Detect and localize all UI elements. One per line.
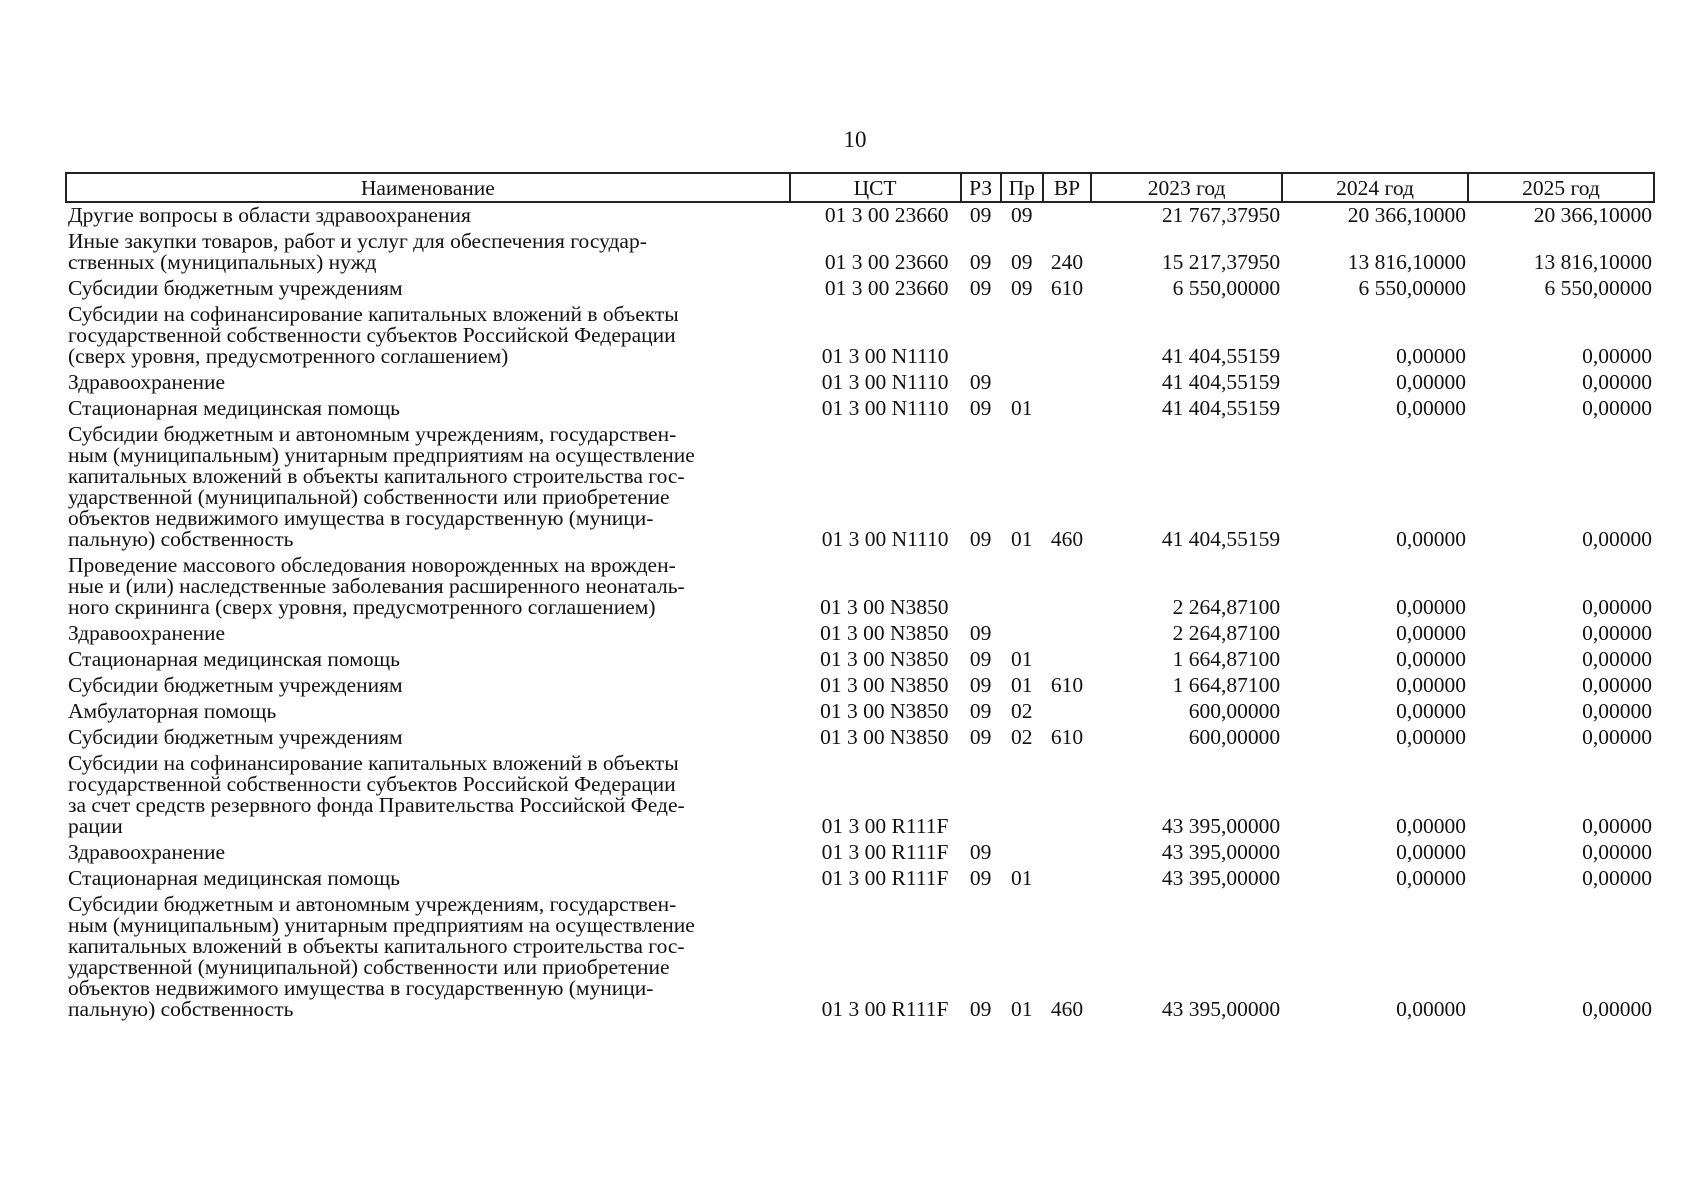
cell-2024: 0,00000 bbox=[1396, 840, 1466, 864]
table-row bbox=[66, 725, 1654, 751]
table-row bbox=[66, 866, 1654, 892]
cell-cst: 01 3 00 N1110 bbox=[821, 344, 949, 368]
name-line: Субсидии бюджетным учреждениям bbox=[68, 673, 403, 697]
cell-2023: 1 664,87100 bbox=[1172, 673, 1281, 697]
cell-pr: 01 bbox=[1011, 647, 1033, 671]
cell-rz: 09 bbox=[969, 203, 992, 227]
name-line: Здравоохранение bbox=[68, 370, 226, 394]
table-row bbox=[66, 699, 1654, 725]
cell-vr bbox=[1043, 647, 1091, 673]
cell-vr bbox=[1043, 302, 1091, 370]
table-row bbox=[66, 370, 1654, 396]
cell-cst: 01 3 00 N3850 bbox=[820, 647, 949, 671]
cell-name bbox=[66, 422, 790, 553]
cell-rz bbox=[961, 302, 1001, 370]
cell-name bbox=[66, 866, 790, 892]
cell-vr bbox=[1043, 396, 1091, 422]
header-vr: ВР bbox=[1043, 173, 1091, 202]
cell-2024: 6 550,00000 bbox=[1358, 276, 1466, 300]
header-2025: 2025 год bbox=[1468, 173, 1654, 202]
cell-2025: 0,00000 bbox=[1582, 370, 1652, 394]
name-line: Субсидии бюджетным учреждениям bbox=[68, 725, 403, 749]
cell-name bbox=[66, 725, 790, 751]
cell-2025: 0,00000 bbox=[1582, 673, 1652, 697]
name-line: капитальных вложений в объекты капитального строительства гос- bbox=[68, 934, 685, 958]
cell-pr: 09 bbox=[1011, 276, 1033, 300]
cell-name bbox=[66, 302, 790, 370]
cell-vr: 460 bbox=[1050, 527, 1084, 551]
cell-2023: 43 395,00000 bbox=[1161, 840, 1281, 864]
cell-vr bbox=[1043, 840, 1091, 866]
cell-name bbox=[66, 370, 790, 396]
name-line: Стационарная медицинская помощь bbox=[68, 396, 400, 420]
cell-2024: 0,00000 bbox=[1396, 699, 1466, 723]
cell-2024: 0,00000 bbox=[1396, 814, 1466, 838]
name-line: ственных (муниципальных) нужд bbox=[68, 250, 377, 274]
table-row bbox=[66, 396, 1654, 422]
cell-cst: 01 3 00 N1110 bbox=[821, 527, 949, 551]
header-name: Наименование bbox=[66, 173, 790, 202]
cell-2025: 0,00000 bbox=[1582, 725, 1652, 749]
cell-2025: 0,00000 bbox=[1582, 699, 1652, 723]
cell-pr: 01 bbox=[1011, 673, 1033, 697]
table-row bbox=[66, 229, 1654, 276]
page-number: 10 bbox=[843, 127, 867, 152]
cell-name bbox=[66, 892, 790, 1023]
name-line: ударственной (муниципальной) собственности или приобретение bbox=[68, 485, 670, 509]
cell-rz: 09 bbox=[969, 866, 992, 890]
cell-pr bbox=[1001, 751, 1043, 840]
cell-pr bbox=[1001, 553, 1043, 621]
cell-2025: 13 816,10000 bbox=[1533, 250, 1652, 274]
cell-2023: 43 395,00000 bbox=[1161, 997, 1281, 1021]
cell-name bbox=[66, 621, 790, 647]
cell-2024: 0,00000 bbox=[1396, 370, 1466, 394]
cell-pr: 01 bbox=[1011, 396, 1033, 420]
table-row bbox=[66, 673, 1654, 699]
name-line: пальную) собственность bbox=[68, 997, 294, 1021]
name-line: Субсидии бюджетным и автономным учреждениям, государствен- bbox=[68, 892, 677, 916]
cell-cst: 01 3 00 R111F bbox=[821, 814, 949, 838]
cell-name bbox=[66, 202, 790, 229]
cell-vr bbox=[1043, 621, 1091, 647]
name-line: Субсидии на софинансирование капитальных вложений в объекты bbox=[68, 302, 679, 326]
cell-cst: 01 3 00 N1110 bbox=[821, 370, 949, 394]
cell-2024: 0,00000 bbox=[1396, 997, 1466, 1021]
table-row bbox=[66, 302, 1654, 370]
cell-pr: 02 bbox=[1011, 699, 1033, 723]
name-line: объектов недвижимого имущества в государственную (муници- bbox=[68, 506, 654, 530]
cell-cst: 01 3 00 23660 bbox=[824, 203, 949, 227]
cell-vr bbox=[1043, 553, 1091, 621]
cell-2025: 0,00000 bbox=[1582, 647, 1652, 671]
cell-2025: 0,00000 bbox=[1582, 866, 1652, 890]
cell-rz: 09 bbox=[969, 396, 992, 420]
name-line: Иные закупки товаров, работ и услуг для обеспечения государ- bbox=[68, 229, 647, 253]
cell-rz bbox=[961, 751, 1001, 840]
table-row bbox=[66, 202, 1654, 229]
cell-rz: 09 bbox=[969, 997, 992, 1021]
cell-2023: 41 404,55159 bbox=[1161, 527, 1281, 551]
name-line: Проведение массового обследования новорожденных на врожден- bbox=[68, 553, 676, 577]
header-2024: 2024 год bbox=[1282, 173, 1468, 202]
cell-name bbox=[66, 840, 790, 866]
cell-vr: 240 bbox=[1050, 250, 1084, 274]
name-line: рации bbox=[68, 814, 123, 838]
cell-2025: 0,00000 bbox=[1582, 997, 1652, 1021]
cell-vr: 610 bbox=[1050, 276, 1084, 300]
cell-cst: 01 3 00 23660 bbox=[824, 276, 949, 300]
name-line: за счет средств резервного фонда Правительства Российской Феде- bbox=[68, 793, 685, 817]
cell-pr: 01 bbox=[1011, 866, 1033, 890]
table-header bbox=[66, 173, 1654, 202]
name-line: ные и (или) наследственные заболевания расширенного неонаталь- bbox=[68, 574, 685, 598]
cell-2025: 0,00000 bbox=[1582, 840, 1652, 864]
cell-rz: 09 bbox=[969, 725, 992, 749]
cell-2024: 0,00000 bbox=[1396, 621, 1466, 645]
cell-name bbox=[66, 647, 790, 673]
cell-2025: 0,00000 bbox=[1582, 814, 1652, 838]
cell-2023: 1 664,87100 bbox=[1172, 647, 1281, 671]
cell-2025: 0,00000 bbox=[1582, 527, 1652, 551]
cell-2024: 0,00000 bbox=[1396, 866, 1466, 890]
cell-rz: 09 bbox=[969, 647, 992, 671]
name-line: Субсидии бюджетным учреждениям bbox=[68, 276, 403, 300]
name-line: ударственной (муниципальной) собственности или приобретение bbox=[68, 955, 670, 979]
cell-pr: 09 bbox=[1011, 250, 1033, 274]
cell-cst: 01 3 00 N3850 bbox=[820, 699, 949, 723]
cell-pr: 01 bbox=[1011, 527, 1033, 551]
cell-name bbox=[66, 396, 790, 422]
name-line: капитальных вложений в объекты капитального строительства гос- bbox=[68, 464, 685, 488]
cell-cst: 01 3 00 R111F bbox=[821, 997, 949, 1021]
cell-name bbox=[66, 751, 790, 840]
cell-rz bbox=[961, 553, 1001, 621]
cell-rz: 09 bbox=[969, 370, 992, 394]
table-row bbox=[66, 840, 1654, 866]
cell-2023: 43 395,00000 bbox=[1161, 814, 1281, 838]
name-line: государственной собственности субъектов Российской Федерации bbox=[68, 323, 676, 347]
cell-pr: 01 bbox=[1011, 997, 1033, 1021]
cell-2023: 15 217,37950 bbox=[1161, 250, 1281, 274]
table-row bbox=[66, 751, 1654, 840]
cell-name bbox=[66, 699, 790, 725]
name-line: Здравоохранение bbox=[68, 621, 226, 645]
name-line: ным (муниципальным) унитарным предприятиям на осуществление bbox=[68, 913, 695, 937]
cell-pr: 02 bbox=[1011, 725, 1033, 749]
cell-2024: 0,00000 bbox=[1396, 595, 1466, 619]
cell-name bbox=[66, 673, 790, 699]
cell-2023: 2 264,87100 bbox=[1172, 595, 1281, 619]
cell-rz: 09 bbox=[969, 276, 992, 300]
cell-rz: 09 bbox=[969, 673, 992, 697]
cell-cst: 01 3 00 R111F bbox=[821, 866, 949, 890]
name-line: Субсидии на софинансирование капитальных вложений в объекты bbox=[68, 751, 679, 775]
name-line: (сверх уровня, предусмотренного соглашением) bbox=[68, 344, 509, 368]
cell-2023: 41 404,55159 bbox=[1161, 344, 1281, 368]
cell-2025: 0,00000 bbox=[1582, 595, 1652, 619]
header-pr: Пр bbox=[1001, 173, 1043, 202]
name-line: Стационарная медицинская помощь bbox=[68, 866, 400, 890]
cell-name bbox=[66, 276, 790, 302]
cell-vr: 610 bbox=[1050, 673, 1084, 697]
cell-pr bbox=[1001, 621, 1043, 647]
table-row bbox=[66, 553, 1654, 621]
cell-2025: 20 366,10000 bbox=[1533, 203, 1652, 227]
cell-pr bbox=[1001, 302, 1043, 370]
cell-rz: 09 bbox=[969, 699, 992, 723]
table-row bbox=[66, 276, 1654, 302]
cell-cst: 01 3 00 N1110 bbox=[821, 396, 949, 420]
cell-2025: 0,00000 bbox=[1582, 621, 1652, 645]
cell-vr bbox=[1043, 202, 1091, 229]
table-row bbox=[66, 422, 1654, 553]
name-line: Другие вопросы в области здравоохранения bbox=[68, 203, 471, 227]
name-line: государственной собственности субъектов Российской Федерации bbox=[68, 772, 676, 796]
cell-rz: 09 bbox=[969, 840, 992, 864]
cell-2024: 0,00000 bbox=[1396, 344, 1466, 368]
cell-2023: 41 404,55159 bbox=[1161, 396, 1281, 420]
cell-2024: 20 366,10000 bbox=[1347, 203, 1466, 227]
cell-vr bbox=[1043, 699, 1091, 725]
cell-2024: 13 816,10000 bbox=[1347, 250, 1466, 274]
table-body bbox=[66, 202, 1654, 1023]
cell-2023: 21 767,37950 bbox=[1161, 203, 1281, 227]
header-2023: 2023 год bbox=[1091, 173, 1282, 202]
cell-rz: 09 bbox=[969, 621, 992, 645]
cell-2024: 0,00000 bbox=[1396, 527, 1466, 551]
cell-name bbox=[66, 229, 790, 276]
name-line: пальную) собственность bbox=[68, 527, 294, 551]
cell-pr bbox=[1001, 840, 1043, 866]
cell-vr: 610 bbox=[1050, 725, 1084, 749]
cell-vr bbox=[1043, 866, 1091, 892]
cell-2023: 600,00000 bbox=[1188, 725, 1281, 749]
name-line: ного скрининга (сверх уровня, предусмотренного соглашением) bbox=[68, 595, 656, 619]
cell-pr bbox=[1001, 370, 1043, 396]
name-line: Субсидии бюджетным и автономным учреждениям, государствен- bbox=[68, 422, 677, 446]
cell-cst: 01 3 00 N3850 bbox=[820, 673, 949, 697]
cell-2024: 0,00000 bbox=[1396, 647, 1466, 671]
cell-rz: 09 bbox=[969, 527, 992, 551]
cell-2025: 0,00000 bbox=[1582, 344, 1652, 368]
header-rz: РЗ bbox=[961, 173, 1001, 202]
cell-pr: 09 bbox=[1011, 203, 1033, 227]
cell-cst: 01 3 00 R111F bbox=[821, 840, 949, 864]
header-cst: ЦСТ bbox=[790, 173, 961, 202]
cell-2023: 600,00000 bbox=[1188, 699, 1281, 723]
cell-2024: 0,00000 bbox=[1396, 673, 1466, 697]
cell-2023: 2 264,87100 bbox=[1172, 621, 1281, 645]
cell-cst: 01 3 00 N3850 bbox=[820, 725, 949, 749]
cell-cst: 01 3 00 N3850 bbox=[820, 621, 949, 645]
table-row bbox=[66, 647, 1654, 673]
cell-2024: 0,00000 bbox=[1396, 396, 1466, 420]
cell-2025: 6 550,00000 bbox=[1544, 276, 1652, 300]
name-line: Амбулаторная помощь bbox=[68, 699, 277, 723]
cell-2023: 41 404,55159 bbox=[1161, 370, 1281, 394]
cell-cst: 01 3 00 N3850 bbox=[820, 595, 949, 619]
cell-vr bbox=[1043, 370, 1091, 396]
cell-vr bbox=[1043, 751, 1091, 840]
name-line: объектов недвижимого имущества в государственную (муници- bbox=[68, 976, 654, 1000]
table-row bbox=[66, 892, 1654, 1023]
name-line: Стационарная медицинская помощь bbox=[68, 647, 400, 671]
cell-cst: 01 3 00 23660 bbox=[824, 250, 949, 274]
budget-table bbox=[65, 172, 1655, 1023]
cell-vr: 460 bbox=[1050, 997, 1084, 1021]
cell-name bbox=[66, 553, 790, 621]
cell-2023: 6 550,00000 bbox=[1172, 276, 1281, 300]
name-line: ным (муниципальным) унитарным предприятиям на осуществление bbox=[68, 443, 695, 467]
cell-rz: 09 bbox=[969, 250, 992, 274]
table-row bbox=[66, 621, 1654, 647]
name-line: Здравоохранение bbox=[68, 840, 226, 864]
cell-2025: 0,00000 bbox=[1582, 396, 1652, 420]
cell-2023: 43 395,00000 bbox=[1161, 866, 1281, 890]
cell-2024: 0,00000 bbox=[1396, 725, 1466, 749]
